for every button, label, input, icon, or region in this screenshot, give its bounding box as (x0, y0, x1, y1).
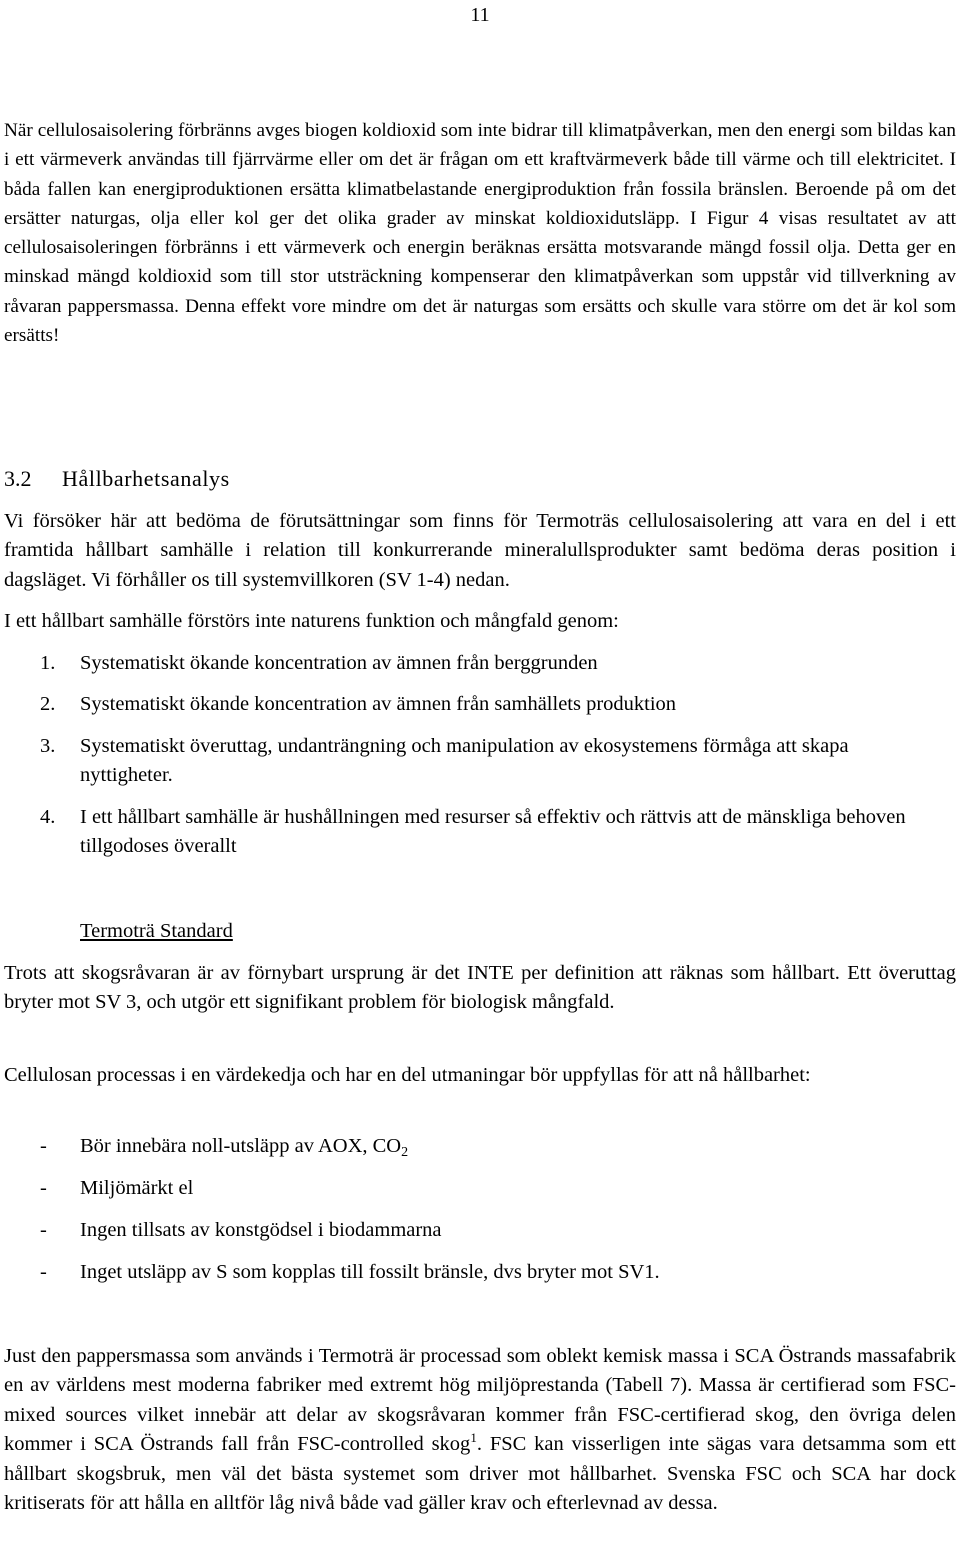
requirement-text: Bör innebära noll-utsläpp av AOX, CO (80, 1135, 402, 1157)
paragraph-conditions-lead: I ett hållbart samhälle förstörs inte naturens funktion och mångfald genom: (4, 610, 619, 632)
footnote-marker[interactable]: 1 (470, 1430, 477, 1446)
list-marker: 2. (40, 693, 56, 716)
list-item-text: Systematiskt ökande koncentration av ämnen från samhällets produktion (80, 693, 677, 716)
page-number: 11 (470, 4, 490, 26)
requirements-list (0, 1132, 960, 1287)
paragraph-text: . FSC kan visserligen inte sägas vara detsamma som ett hållbart skogsbruk, men väl det bästa systemet som driver mot hållbarhet. Svenska FSC och SCA har dock kritiserats för att hålla en alltför låg nivå både vad gäller krav och efterlevnad av dessa. (4, 1433, 956, 1515)
section-heading (4, 464, 230, 494)
list-item (0, 803, 960, 862)
list-marker: 4. (40, 805, 56, 828)
list-item (0, 1132, 960, 1161)
subheading-termotra-standard: Termoträ Standard (80, 920, 233, 942)
subscript: 2 (401, 1145, 409, 1160)
list-item-text: Inget utsläpp av S som kopplas till fossilt bränsle, dvs bryter mot SV1. (80, 1261, 660, 1283)
list-marker: - (40, 1177, 47, 1199)
list-marker: - (40, 1219, 47, 1241)
paragraph-combustion: När cellulosaisolering förbränns avges biogen koldioxid som inte bidrar till klimatpåverkan, men den energi som bildas kan i ett värmeverk användas till fjärrvärme eller om det är frågan om ett kraftvärmeverk både till värme och till elektricitet. I båda fallen kan energiproduktionen ersätta klimatbelastande energiproduktion från fossila bränslen. Beroende på om det ersätter naturgas, olja eller kol ger det olika grader av minskat koldioxidutsläpp. I Figur 4 visas resultatet av att cellulosaisoleringen förbränns i ett värmeverk och energin beräknas ersätta motsvarande mängd fossil olja. Detta ger en minskad mängd koldioxid som till stor utsträckning kompenserar den klimatpåverkan som uppstår vid tillverkning av råvaran pappersmassa. Denna effekt vore mindre om det är naturgas som ersätts och skulle vara större om det är kol som ersätts! (4, 120, 956, 347)
list-item (0, 690, 960, 719)
paragraph-text: Just den pappersmassa som används i Termoträ är processad som oblekt kemisk massa i SCA Östrands massafabrik en av världens mest moderna fabriker med extremt hög miljöprestanda (Tabell 7). Massa är certifierad som FSC-mixed sources vilket innebär att delar av skogsråvaran kommer från FSC-certifierad skog, den övriga delen kommer i SCA Östrands fall från FSC-controlled skog (4, 1345, 956, 1456)
list-item-text: I ett hållbart samhälle är hushållningen med resurser så effektiv och rättvis att de mänskliga behoven tillgodoses överallt (80, 805, 906, 858)
paragraph-intro: Vi försöker här att bedöma de förutsättningar som finns för Termoträs cellulosaisolering att vara en del i ett framtida hållbart samhälle i relation till konkurrerande mineralullsprodukter samt bedöma deras position i dagsläget. Vi förhåller os till systemvillkoren (SV 1-4) nedan. (4, 510, 956, 591)
list-marker: 1. (40, 652, 56, 674)
list-marker: 3. (40, 734, 56, 757)
list-item (0, 1258, 960, 1287)
list-marker: - (40, 1135, 47, 1157)
section-title: Hållbarhetsanalys (62, 466, 230, 491)
list-item-text: Systematiskt ökande koncentration av ämnen från berggrunden (80, 652, 598, 674)
list-item (0, 732, 960, 791)
list-item-text: Miljömärkt el (80, 1177, 194, 1199)
paragraph-value-chain: Cellulosan processas i en värdekedja och har en del utmaningar bör uppfyllas för att nå hållbarhet: (4, 1064, 811, 1086)
list-item-text: Systematiskt överuttag, undanträngning och manipulation av ekosystemens förmåga att skapa nyttigheter. (80, 734, 849, 787)
paragraph-pulp-source (4, 1342, 956, 1518)
list-item (0, 649, 960, 678)
list-marker: - (40, 1261, 47, 1283)
list-item (0, 1216, 960, 1245)
list-item-text: Ingen tillsats av konstgödsel i biodammarna (80, 1219, 442, 1241)
section-number: 3.2 (4, 466, 32, 491)
list-item (0, 1174, 960, 1203)
paragraph-renewable: Trots att skogsråvaran är av förnybart ursprung är det INTE per definition att räknas som hållbart. Ett överuttag bryter mot SV 3, och utgör ett signifikant problem för biologisk mångfald. (4, 962, 956, 1014)
system-conditions-list (0, 649, 960, 861)
list-item-text (80, 1132, 956, 1161)
